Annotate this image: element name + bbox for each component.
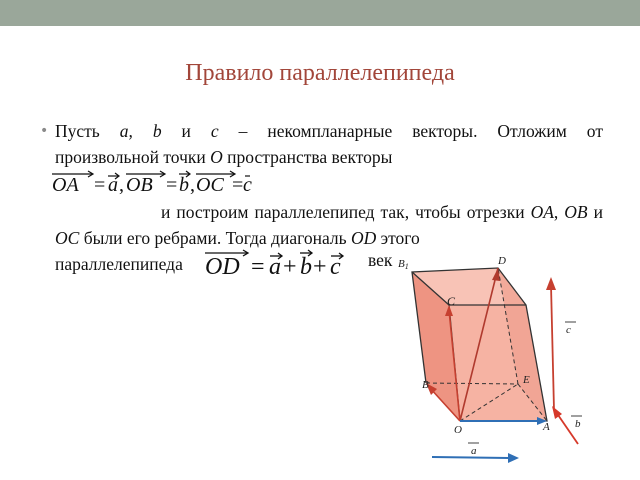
formula2-OD: OD bbox=[205, 254, 240, 280]
intro-text-4: произвольной точки bbox=[55, 147, 211, 167]
var-O: O bbox=[210, 147, 223, 167]
label-D: D bbox=[498, 255, 506, 267]
vector-c bbox=[551, 285, 554, 410]
formula-vectors bbox=[50, 166, 250, 196]
label-b: b bbox=[575, 418, 581, 430]
formula2-b: b bbox=[300, 254, 312, 280]
label-O: O bbox=[454, 424, 462, 436]
trailing-text: век bbox=[368, 250, 393, 270]
formula2-plus-2: + bbox=[313, 254, 327, 280]
slide-title: Правило параллелепипеда bbox=[185, 60, 455, 86]
label-B1: B1 bbox=[398, 258, 409, 271]
formula2-c: c bbox=[330, 254, 341, 280]
formula-diagonal bbox=[203, 247, 353, 279]
construct-line-3: параллелепипеда bbox=[55, 254, 183, 274]
var-c: c bbox=[210, 121, 219, 141]
segment-OB: OB bbox=[564, 202, 588, 222]
formula-comma-2: , bbox=[190, 174, 195, 196]
top-accent-bar bbox=[0, 0, 640, 26]
paragraph-intro bbox=[55, 118, 603, 170]
label-E: E bbox=[523, 374, 530, 386]
construct-text-2: были его ребрами. Тогда диагональ bbox=[79, 228, 351, 248]
formula-OA: OA bbox=[52, 174, 79, 196]
segment-OC: OC bbox=[55, 228, 80, 248]
var-a: a, bbox=[119, 121, 133, 141]
construct-and: и bbox=[587, 202, 603, 222]
construct-text-3: этого bbox=[376, 228, 420, 248]
segment-OD: OD bbox=[350, 228, 377, 248]
formula-a: a bbox=[108, 174, 118, 196]
formula-OC: OC bbox=[196, 174, 224, 196]
vector-a bbox=[432, 457, 510, 458]
label-c: c bbox=[566, 324, 571, 336]
formula-eq-3: = bbox=[232, 174, 244, 196]
formula-OB: OB bbox=[126, 174, 153, 196]
formula-b: b bbox=[179, 174, 189, 196]
label-C: C bbox=[447, 294, 456, 308]
intro-text-5: пространства векторы bbox=[222, 147, 393, 167]
intro-text-2: и bbox=[161, 121, 211, 141]
formula-eq-2: = bbox=[166, 174, 178, 196]
label-a: a bbox=[471, 445, 477, 457]
parallelepiped-figure bbox=[398, 250, 605, 475]
bullet-marker: • bbox=[40, 123, 49, 139]
label-B: B bbox=[422, 379, 429, 391]
var-b: b bbox=[152, 121, 162, 141]
formula2-eq: = bbox=[251, 254, 265, 280]
formula-comma-1: , bbox=[119, 174, 124, 196]
formula2-plus-1: + bbox=[283, 254, 297, 280]
construct-comma: , bbox=[553, 202, 565, 222]
label-A: A bbox=[543, 421, 550, 433]
formula-c: c bbox=[243, 174, 252, 196]
construct-text-1: и построим параллелепипед так, чтобы отрезки bbox=[161, 202, 525, 222]
intro-text-3: – некомпланарные векторы. Отложим от bbox=[218, 121, 603, 141]
segment-OA: OA bbox=[530, 202, 554, 222]
formula2-a: a bbox=[269, 254, 281, 280]
formula-eq-1: = bbox=[94, 174, 106, 196]
intro-text-1: Пусть bbox=[55, 121, 120, 141]
